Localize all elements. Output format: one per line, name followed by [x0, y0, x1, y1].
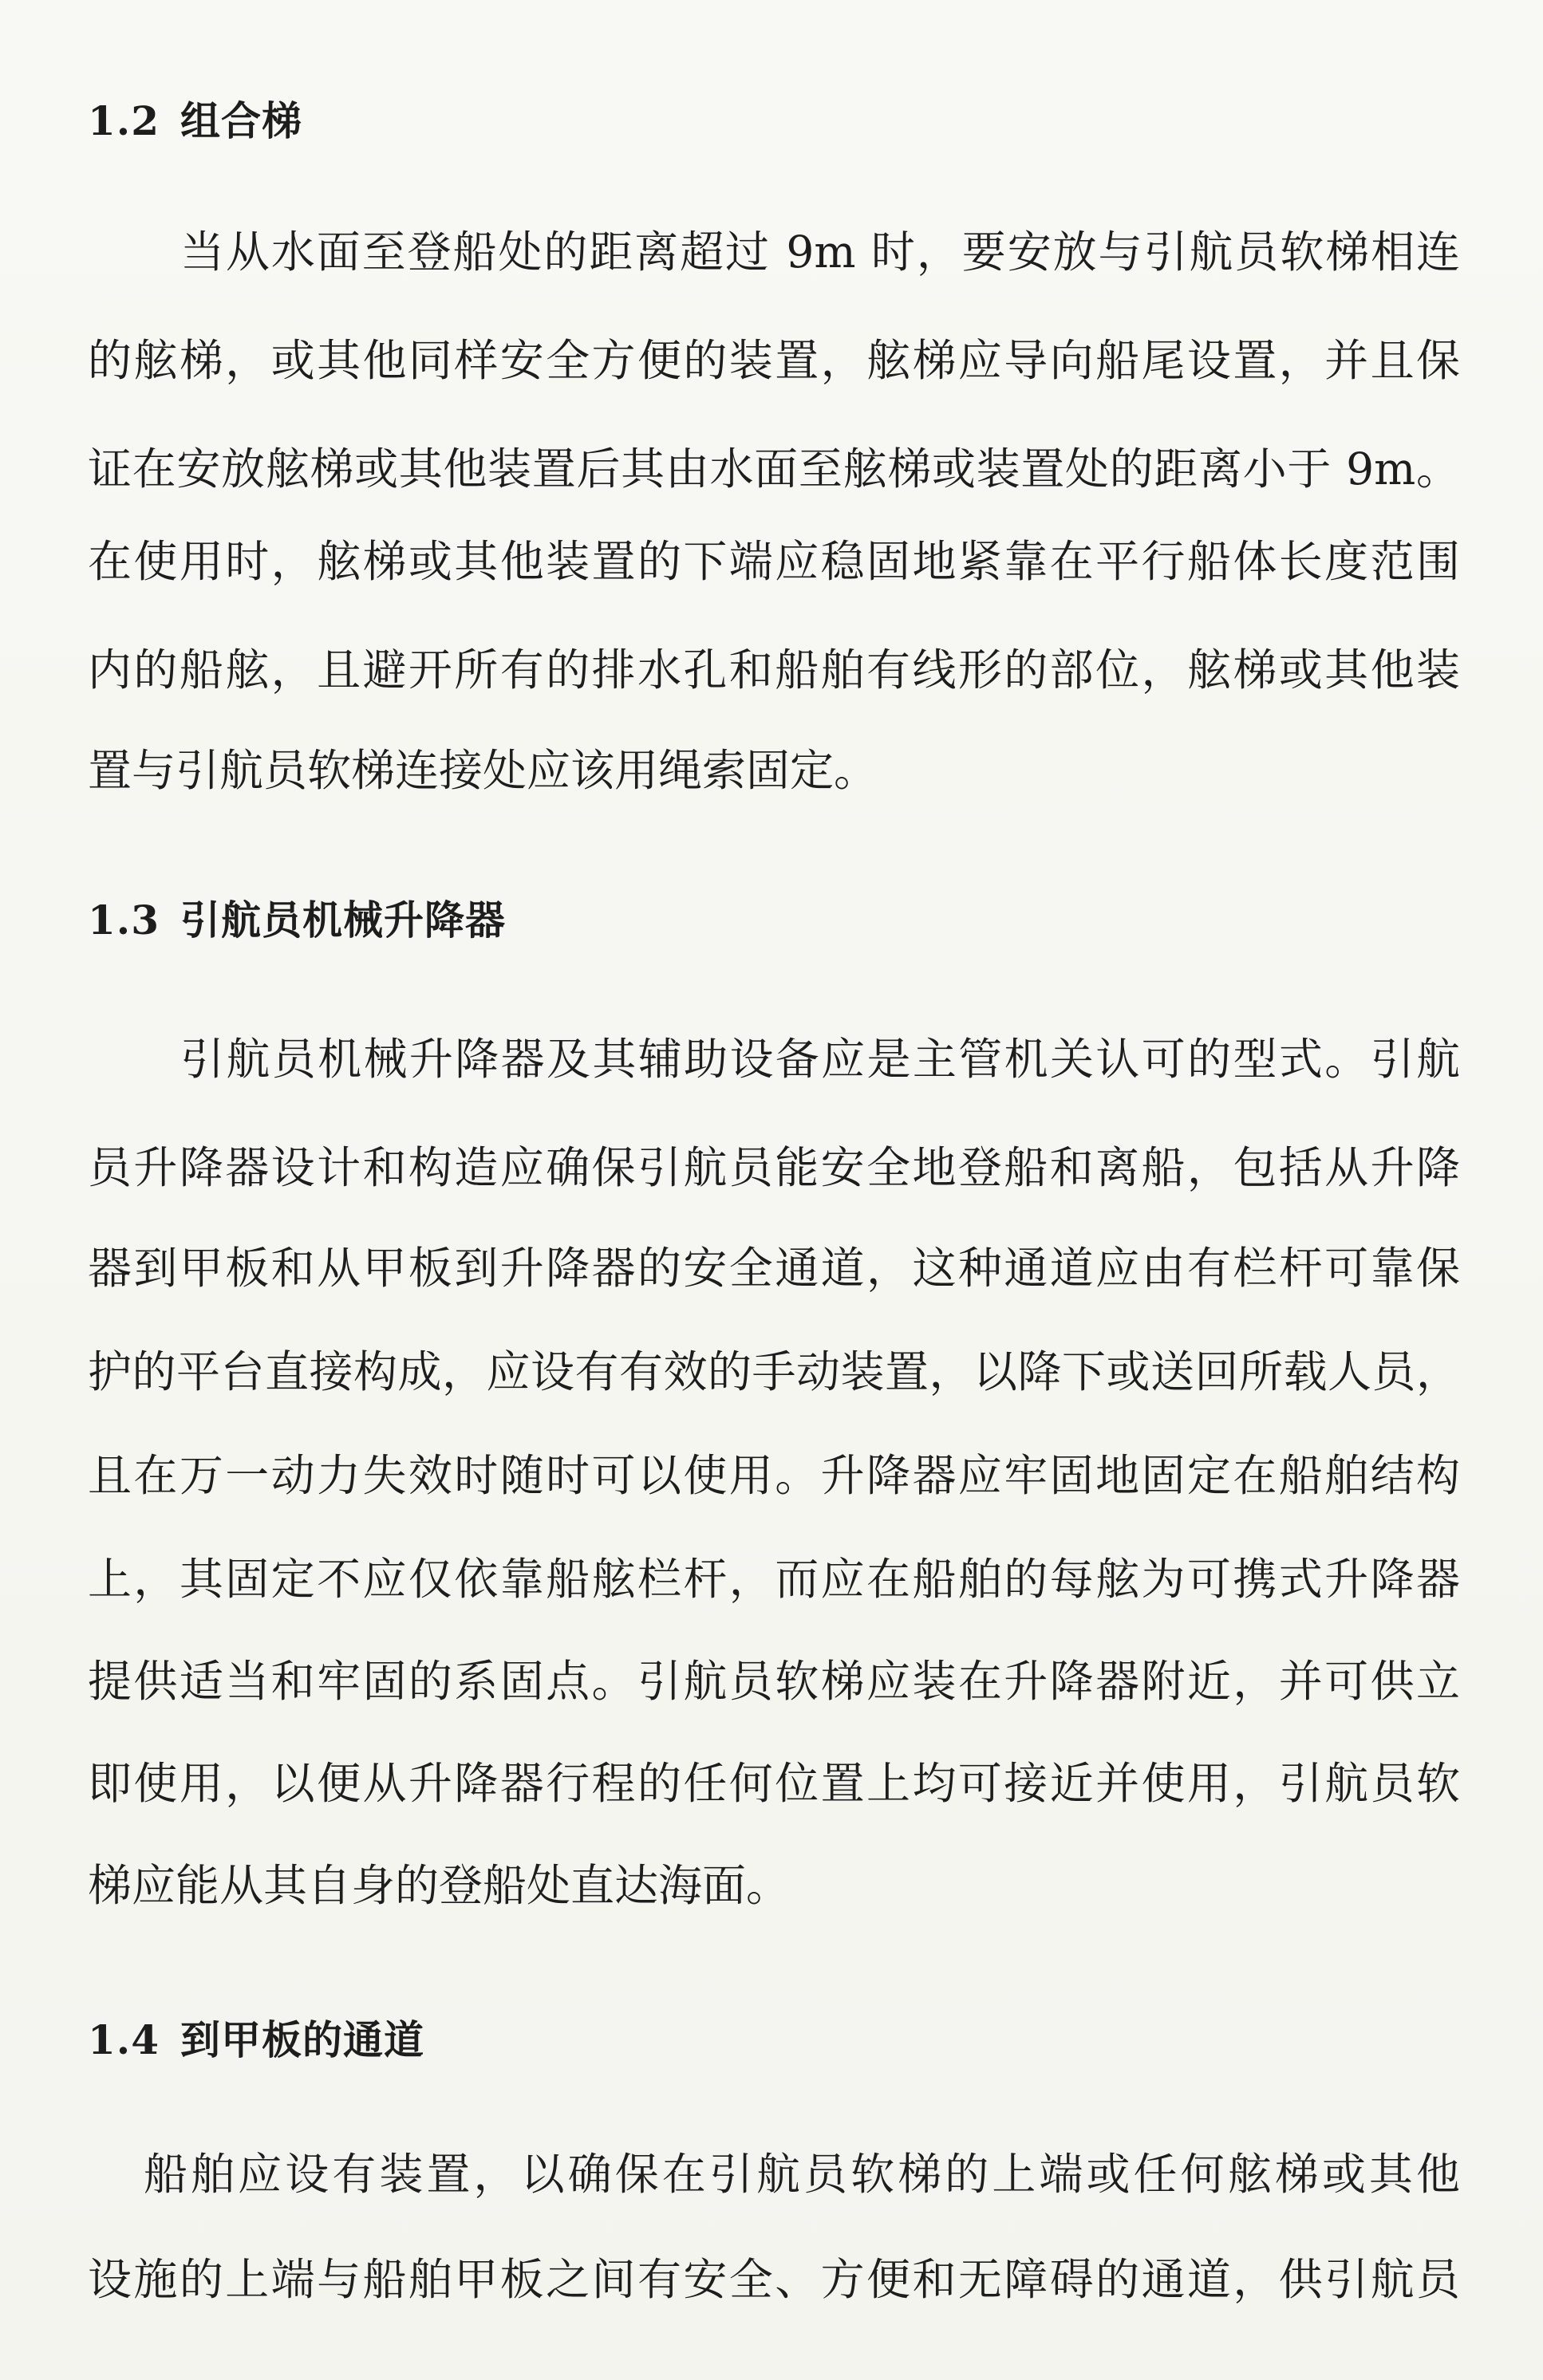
paragraph-line: 护的平台直接构成，应设有有效的手动装置，以降下或送回所载人员，	[88, 1346, 1460, 1397]
paragraph-line: 器到甲板和从甲板到升降器的安全通道，这种通道应由有栏杆可靠保	[88, 1243, 1460, 1294]
paragraph-line: 上，其固定不应仅依靠船舷栏杆，而应在船舶的每舷为可携式升降器	[88, 1554, 1460, 1605]
paragraph-line: 梯应能从其自身的登船处直达海面。	[88, 1860, 791, 1911]
paragraph-line: 且在万一动力失效时随时可以使用。升降器应牢固地固定在船舶结构	[88, 1450, 1460, 1501]
paragraph-line: 证在安放舷梯或其他装置后其由水面至舷梯或装置处的距离小于 9m。	[88, 443, 1460, 495]
paragraph-line: 引航员机械升降器及其辅助设备应是主管机关认可的型式。引航	[180, 1034, 1460, 1085]
paragraph-line: 船舶应设有装置，以确保在引航员软梯的上端或任何舷梯或其他	[144, 2149, 1460, 2200]
paragraph-line: 员升降器设计和构造应确保引航员能安全地登船和离船，包括从升降	[88, 1142, 1460, 1193]
paragraph-line: 即使用，以便从升降器行程的任何位置上均可接近并使用，引航员软	[88, 1758, 1460, 1809]
section-heading-1-4	[88, 2008, 424, 2066]
section-number: 1.2	[88, 97, 160, 144]
paragraph-line: 提供适当和牢固的系固点。引航员软梯应装在升降器附近，并可供立	[88, 1656, 1460, 1707]
section-title: 到甲板的通道	[180, 2016, 424, 2063]
paragraph-line: 设施的上端与船舶甲板之间有安全、方便和无障碍的通道，供引航员	[88, 2254, 1460, 2305]
paragraph-line: 置与引航员软梯连接处应该用绳索固定。	[88, 745, 878, 796]
paragraph-line: 在使用时，舷梯或其他装置的下端应稳固地紧靠在平行船体长度范围	[88, 536, 1460, 587]
section-number: 1.3	[88, 896, 160, 944]
section-number: 1.4	[88, 2016, 160, 2063]
paragraph-line: 内的船舷，且避开所有的排水孔和船舶有线形的部位，舷梯或其他装	[88, 644, 1460, 695]
section-title: 组合梯	[180, 97, 302, 144]
section-heading-1-2	[88, 89, 302, 147]
section-heading-1-3	[88, 889, 506, 946]
paragraph-line: 当从水面至登船处的距离超过 9m 时，要安放与引航员软梯相连	[180, 227, 1460, 278]
section-title: 引航员机械升降器	[180, 896, 506, 944]
paragraph-line: 的舷梯，或其他同样安全方便的装置，舷梯应导向船尾设置，并且保	[88, 335, 1460, 386]
